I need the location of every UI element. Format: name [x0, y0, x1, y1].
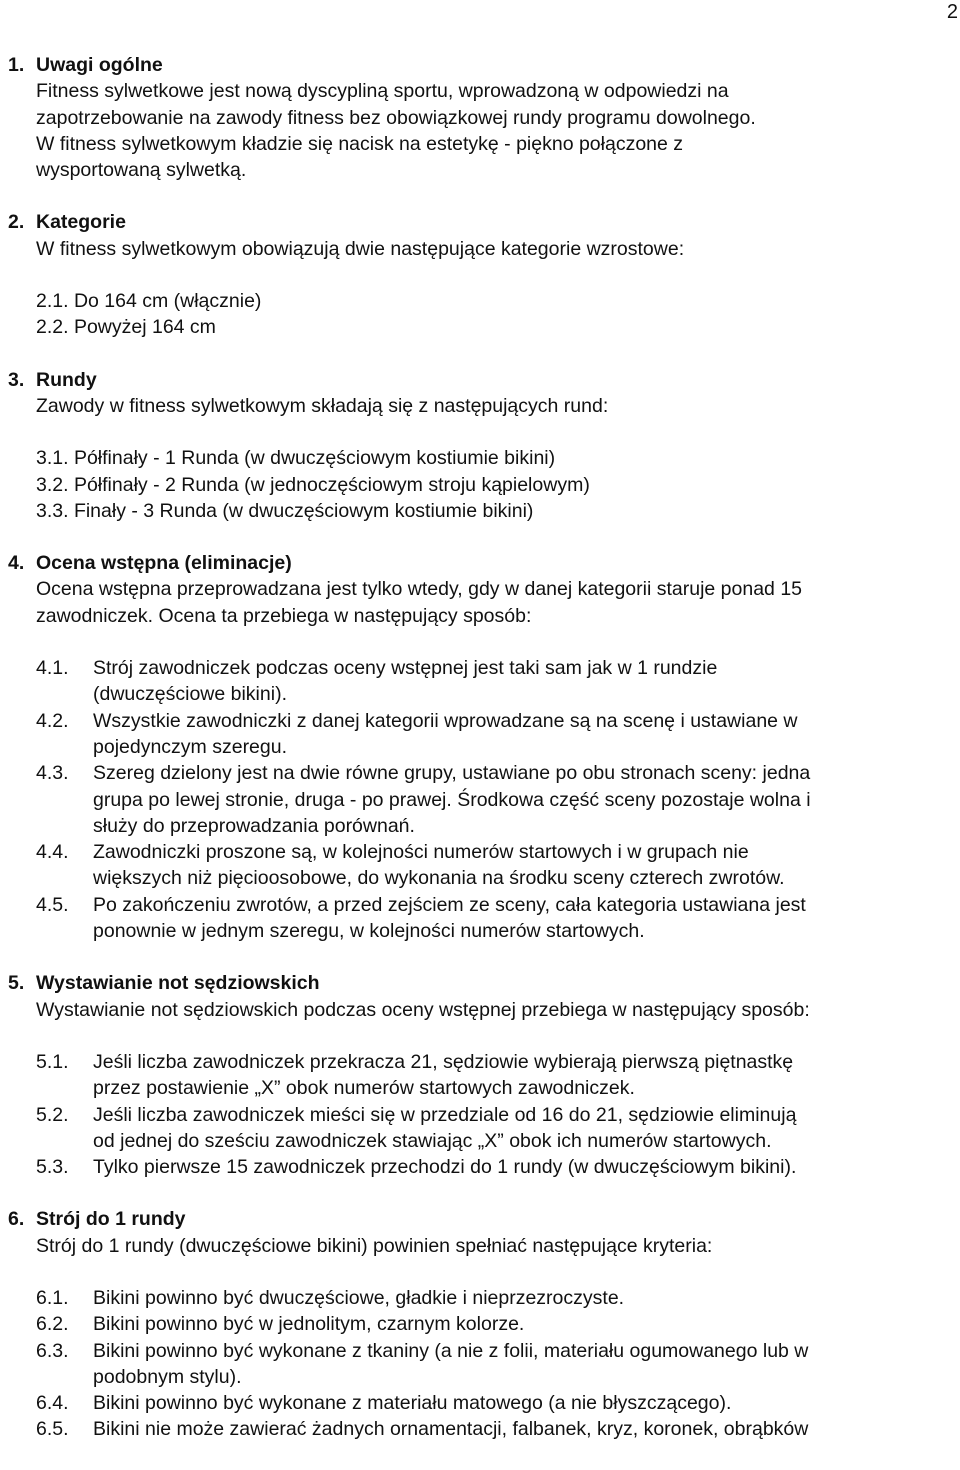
section-intro: Wystawianie not sędziowskich podczas oceny wstępnej przebiega w następujący sposób:: [36, 998, 810, 1021]
item-number: 4.3.: [36, 762, 69, 785]
section-intro: W fitness sylwetkowym obowiązują dwie następujące kategorie wzrostowe:: [36, 237, 685, 260]
numbered-list: [36, 1049, 956, 1180]
item-number: 6.4.: [36, 1392, 69, 1415]
section-title: Kategorie: [36, 211, 126, 234]
section-title: Ocena wstępna (eliminacje): [36, 552, 292, 575]
item-line: większych niż pięcioosobowe, do wykonania na środku sceny czterech zwrotów.: [93, 867, 785, 890]
item-text: [93, 655, 956, 708]
item-line: Tylko pierwsze 15 zawodniczek przechodzi do 1 rundy (w dwuczęściowym bikini).: [93, 1156, 797, 1179]
section-intro: Zawody w fitness sylwetkowym składają się z następujących rund:: [36, 394, 609, 417]
section-intro: [36, 576, 956, 629]
item-text: [93, 760, 956, 839]
item-number: 6.3.: [36, 1339, 69, 1362]
item-number: 5.3.: [36, 1156, 69, 1179]
list-item: [36, 1311, 956, 1337]
item-number: 5.1.: [36, 1050, 69, 1073]
section-title: Strój do 1 rundy: [36, 1208, 186, 1231]
item-line: (dwuczęściowe bikini).: [93, 683, 287, 706]
section-title: Wystawianie not sędziowskich: [36, 972, 320, 995]
item-text: [93, 1154, 956, 1180]
item-line: Szereg dzielony jest na dwie równe grupy, ustawiane po obu stronach sceny: jedna: [93, 762, 811, 785]
section-intro: Strój do 1 rundy (dwuczęściowe bikini) powinien spełniać następujące kryteria:: [36, 1234, 713, 1257]
section-title: Uwagi ogólne: [36, 54, 163, 76]
list-item: [36, 655, 956, 708]
section-3: [8, 367, 956, 524]
item-line: grupa po lewej stronie, druga - po prawej. Środkowa część sceny pozostaje wolna i: [93, 788, 811, 811]
section-heading: [8, 209, 956, 235]
item-number: 4.5.: [36, 893, 69, 916]
item-text: [93, 1311, 956, 1337]
item-line: Strój zawodniczek podczas oceny wstępnej jest taki sam jak w 1 rundzie: [93, 657, 718, 680]
paragraph-line: zapotrzebowanie na zawody fitness bez obowiązkowej rundy programu dowolnego.: [36, 106, 756, 129]
section-title: Rundy: [36, 368, 97, 391]
item-text: [93, 1102, 956, 1155]
list-item: 2.2. Powyżej 164 cm: [36, 316, 216, 339]
section-number: 2.: [8, 211, 25, 234]
list-item: [36, 1049, 956, 1102]
item-line: podobnym stylu).: [93, 1365, 242, 1388]
item-text: [93, 1285, 956, 1311]
section-1: [8, 52, 956, 183]
section-heading: [8, 550, 956, 576]
item-number: 4.1.: [36, 657, 69, 680]
item-number: 6.1.: [36, 1286, 69, 1309]
item-line: Bikini powinno być wykonane z materiału matowego (a nie błyszczącego).: [93, 1392, 732, 1415]
section-number: 5.: [8, 972, 25, 995]
section-heading: [8, 52, 956, 78]
item-line: Bikini powinno być w jednolitym, czarnym kolorze.: [93, 1313, 525, 1336]
list-item: [36, 892, 956, 945]
item-line: służy do przeprowadzania porównań.: [93, 814, 415, 837]
page-number: 2: [946, 1, 958, 23]
section-2: [8, 209, 956, 340]
item-line: przez postawienie „X” obok numerów startowych zawodniczek.: [93, 1077, 635, 1100]
item-number: 6.2.: [36, 1313, 69, 1336]
item-line: Wszystkie zawodniczki z danej kategorii wprowadzane są na scenę i ustawiane w: [93, 709, 798, 732]
list-item: [36, 708, 956, 761]
section-6: [8, 1206, 956, 1442]
paragraph-line: Fitness sylwetkowe jest nową dyscypliną sportu, wprowadzoną w odpowiedzi na: [36, 80, 729, 103]
item-line: Jeśli liczba zawodniczek mieści się w przedziale od 16 do 21, sędziowie eliminują: [93, 1103, 797, 1126]
paragraph-line: wysportowaną sylwetką.: [36, 159, 247, 182]
item-number: 6.5.: [36, 1418, 69, 1441]
item-text: [93, 708, 956, 761]
numbered-list: [36, 1285, 956, 1443]
category-list: [36, 288, 956, 341]
list-item: 3.2. Półfinały - 2 Runda (w jednoczęściowym stroju kąpielowym): [36, 473, 590, 496]
item-text: [93, 1390, 956, 1416]
list-item: 3.1. Półfinały - 1 Runda (w dwuczęściowym kostiumie bikini): [36, 447, 556, 470]
list-item: [36, 1154, 956, 1180]
item-text: [93, 839, 956, 892]
item-number: 5.2.: [36, 1103, 69, 1126]
section-number: 6.: [8, 1208, 25, 1231]
section-4: [8, 550, 956, 944]
list-item: [36, 1102, 956, 1155]
section-number: 1.: [8, 54, 25, 76]
rounds-list: [36, 445, 956, 524]
item-text: [93, 1416, 956, 1442]
item-line: pojedynczym szeregu.: [93, 735, 288, 758]
list-item: 2.1. Do 164 cm (włącznie): [36, 290, 262, 313]
item-line: Po zakończeniu zwrotów, a przed zejściem ze sceny, cała kategoria ustawiana jest: [93, 893, 806, 916]
item-line: Bikini powinno być dwuczęściowe, gładkie i nieprzezroczyste.: [93, 1286, 625, 1309]
numbered-list: [36, 655, 956, 944]
item-line: ponownie w jednym szeregu, w kolejności numerów startowych.: [93, 920, 645, 943]
list-item: [36, 1390, 956, 1416]
item-line: Zawodniczki proszone są, w kolejności numerów startowych i w grupach nie: [93, 841, 749, 864]
list-item: [36, 1285, 956, 1311]
section-heading: [8, 1206, 956, 1232]
item-text: [93, 1338, 956, 1391]
list-item: [36, 760, 956, 839]
paragraph-line: Ocena wstępna przeprowadzana jest tylko wtedy, gdy w danej kategorii staruje ponad 15: [36, 578, 803, 601]
list-item: [36, 1416, 956, 1442]
item-number: 4.2.: [36, 709, 69, 732]
item-line: od jednej do sześciu zawodniczek stawiając „X” obok ich numerów startowych.: [93, 1129, 772, 1152]
list-item: 3.3. Finały - 3 Runda (w dwuczęściowym kostiumie bikini): [36, 499, 534, 522]
section-number: 4.: [8, 552, 25, 575]
paragraph-line: zawodniczek. Ocena ta przebiega w następujący sposób:: [36, 604, 532, 627]
item-line: Bikini nie może zawierać żadnych ornamentacji, falbanek, kryz, koronek, obrąbków: [93, 1418, 809, 1441]
paragraph-line: W fitness sylwetkowym kładzie się nacisk na estetykę - piękno połączone z: [36, 132, 684, 155]
item-line: Jeśli liczba zawodniczek przekracza 21, sędziowie wybierają pierwszą piętnastkę: [93, 1050, 794, 1073]
list-item: [36, 1338, 956, 1391]
list-item: [36, 839, 956, 892]
section-heading: [8, 970, 956, 996]
section-heading: [8, 367, 956, 393]
item-line: Bikini powinno być wykonane z tkaniny (a nie z folii, materiału ogumowanego lub w: [93, 1339, 809, 1362]
document-body: [8, 52, 956, 1443]
item-number: 4.4.: [36, 841, 69, 864]
item-text: [93, 1049, 956, 1102]
section-5: [8, 970, 956, 1180]
item-text: [93, 892, 956, 945]
section-intro: [36, 78, 956, 183]
section-number: 3.: [8, 368, 25, 391]
